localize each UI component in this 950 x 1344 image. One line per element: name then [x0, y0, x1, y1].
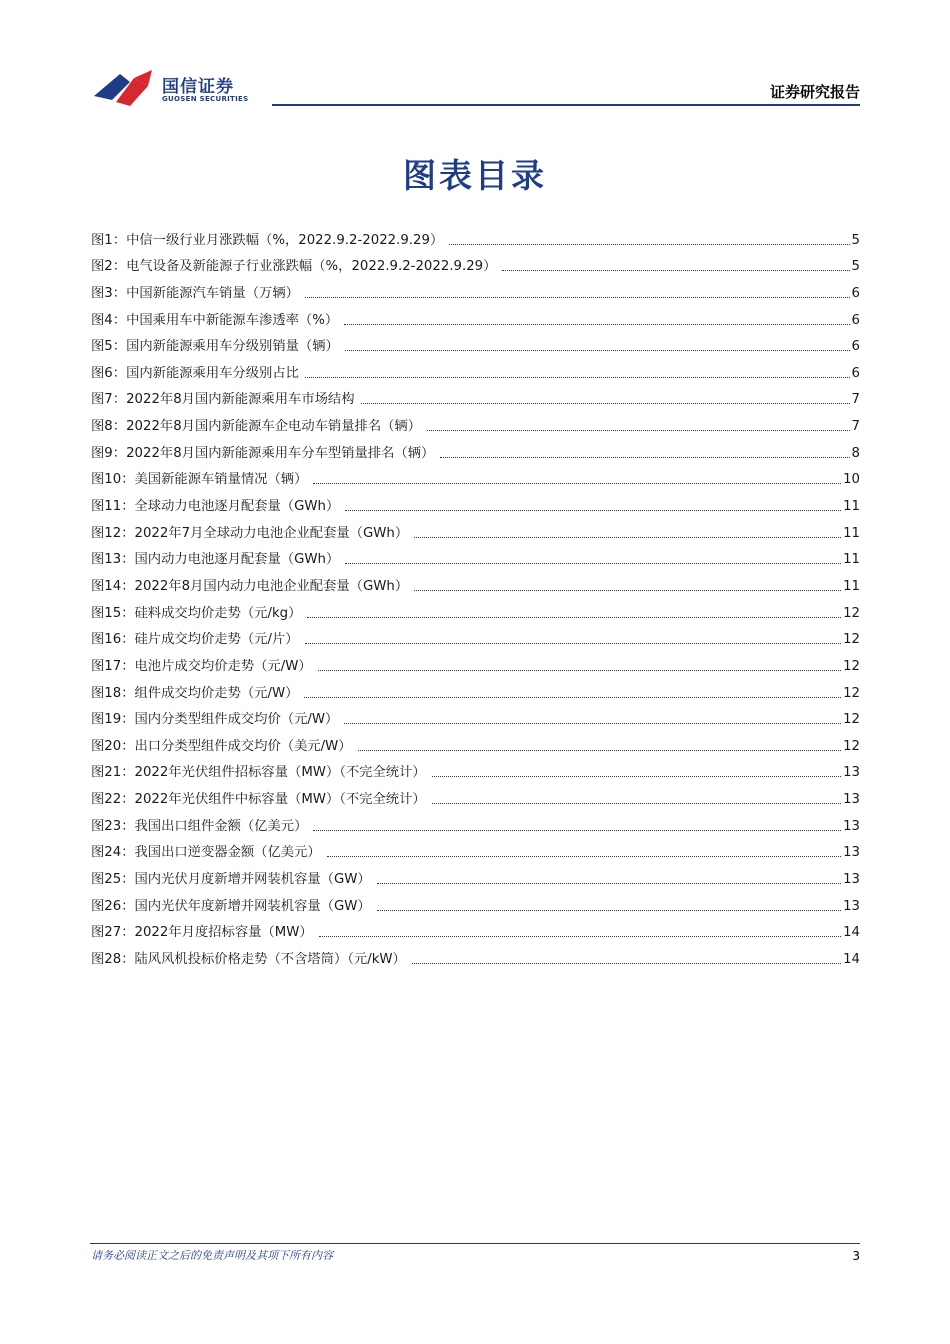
toc-dot-leader: [414, 590, 841, 591]
toc-entry-label: [91, 524, 414, 544]
toc-dot-leader: [305, 377, 850, 378]
toc-dot-leader: [412, 963, 841, 964]
toc-dot-leader: [440, 457, 849, 458]
toc-page-number: 13: [843, 898, 860, 914]
toc-dot-leader: [358, 750, 841, 751]
figure-index-list: [91, 224, 860, 970]
toc-figure-title: 硅料成交均价走势（元/kg）: [134, 605, 302, 621]
toc-figure-title: 电池片成交均价走势（元/W）: [134, 658, 312, 674]
toc-entry[interactable]: [91, 810, 860, 837]
toc-figure-number: 图18：: [91, 685, 135, 701]
toc-entry[interactable]: [91, 277, 860, 304]
toc-page-number: 13: [843, 845, 860, 861]
page-title: 图表目录: [403, 156, 547, 195]
toc-page-number: 12: [843, 712, 860, 728]
toc-figure-number: 图20：: [91, 738, 135, 754]
toc-figure-title: 陆风风机投标价格走势（不含塔筒）（元/kW）: [134, 951, 406, 967]
toc-page-number: 13: [843, 872, 860, 888]
toc-page-number: 10: [843, 472, 860, 488]
toc-page-number: 13: [843, 792, 860, 808]
toc-figure-title: 出口分类型组件成交均价（美元/W）: [134, 738, 352, 754]
toc-entry[interactable]: [91, 490, 860, 517]
toc-dot-leader: [313, 830, 841, 831]
toc-entry-label: [91, 604, 307, 624]
toc-entry[interactable]: [91, 943, 860, 970]
toc-entry-label: [91, 417, 427, 437]
toc-figure-title: 2022年光伏组件中标容量（MW）（不完全统计）: [134, 792, 426, 808]
toc-figure-title: 2022年月度招标容量（MW）: [134, 925, 313, 941]
toc-entry-label: [91, 470, 313, 490]
page-header: [90, 66, 860, 110]
toc-page-number: 13: [843, 818, 860, 834]
toc-entry[interactable]: [91, 757, 860, 784]
toc-figure-title: 国内动力电池逐月配套量（GWh）: [134, 552, 340, 568]
company-logo: [90, 66, 270, 110]
toc-dot-leader: [427, 430, 850, 431]
toc-figure-number: 图1：: [91, 232, 127, 248]
toc-figure-title: 硅片成交均价走势（元/片）: [134, 632, 299, 648]
toc-page-number: 6: [851, 365, 860, 381]
toc-entry-label: [91, 630, 305, 650]
footer-divider: [90, 1243, 860, 1244]
toc-figure-number: 图17：: [91, 658, 135, 674]
toc-page-number: 12: [843, 685, 860, 701]
toc-figure-number: 图23：: [91, 818, 135, 834]
toc-page-number: 6: [851, 312, 860, 328]
header-divider: [272, 104, 860, 106]
toc-page-number: 12: [843, 605, 860, 621]
toc-dot-leader: [344, 723, 841, 724]
toc-entry-label: [91, 763, 432, 783]
toc-entry-label: [91, 897, 377, 917]
toc-entry-label: [91, 737, 358, 757]
toc-figure-number: 图27：: [91, 925, 135, 941]
toc-figure-number: 图22：: [91, 792, 135, 808]
toc-figure-title: 2022年8月国内动力电池企业配套量（GWh）: [134, 578, 409, 594]
toc-figure-number: 图19：: [91, 712, 135, 728]
toc-figure-number: 图12：: [91, 525, 135, 541]
toc-dot-leader: [345, 563, 841, 564]
toc-figure-title: 组件成交均价走势（元/W）: [134, 685, 299, 701]
toc-page-number: 6: [851, 339, 860, 355]
toc-entry-label: [91, 311, 344, 331]
toc-page-number: 11: [843, 499, 860, 515]
toc-page-number: 14: [843, 925, 860, 941]
toc-figure-title: 国内光伏月度新增并网装机容量（GW）: [134, 872, 371, 888]
toc-entry-label: [91, 790, 432, 810]
toc-dot-leader: [318, 670, 841, 671]
toc-figure-number: 图26：: [91, 898, 135, 914]
toc-figure-title: 2022年8月国内新能源乘用车分车型销量排名（辆）: [126, 445, 435, 461]
toc-entry[interactable]: [91, 517, 860, 544]
toc-entry-label: [91, 550, 345, 570]
toc-dot-leader: [502, 270, 849, 271]
toc-dot-leader: [345, 350, 850, 351]
toc-dot-leader: [414, 537, 841, 538]
toc-entry-label: [91, 337, 345, 357]
toc-figure-number: 图10：: [91, 472, 135, 488]
toc-figure-number: 图7：: [91, 392, 127, 408]
toc-dot-leader: [313, 483, 841, 484]
toc-figure-number: 图16：: [91, 632, 135, 648]
toc-dot-leader: [319, 936, 841, 937]
toc-entry[interactable]: [91, 331, 860, 358]
toc-dot-leader: [345, 510, 841, 511]
toc-entry[interactable]: [91, 677, 860, 704]
toc-entry[interactable]: [91, 863, 860, 890]
toc-figure-number: 图2：: [91, 259, 127, 275]
toc-entry-label: [91, 257, 502, 277]
toc-figure-title: 中国乘用车中新能源车渗透率（%）: [126, 312, 339, 328]
toc-figure-number: 图14：: [91, 578, 135, 594]
toc-dot-leader: [432, 803, 841, 804]
toc-figure-title: 2022年7月全球动力电池企业配套量（GWh）: [134, 525, 409, 541]
toc-figure-title: 我国出口组件金额（亿美元）: [134, 818, 308, 834]
toc-entry[interactable]: [91, 650, 860, 677]
toc-entry-label: [91, 364, 305, 384]
guosen-logo-icon: [90, 66, 156, 110]
toc-entry-label: [91, 284, 305, 304]
toc-entry[interactable]: [91, 783, 860, 810]
toc-page-number: 7: [851, 419, 860, 435]
toc-dot-leader: [361, 403, 850, 404]
toc-page-number: 12: [843, 632, 860, 648]
toc-page-number: 7: [851, 392, 860, 408]
toc-figure-title: 我国出口逆变器金额（亿美元）: [134, 845, 321, 861]
toc-entry-label: [91, 390, 361, 410]
toc-entry[interactable]: [91, 704, 860, 731]
toc-page-number: 11: [843, 578, 860, 594]
toc-figure-number: 图15：: [91, 605, 135, 621]
toc-entry[interactable]: [91, 384, 860, 411]
toc-figure-title: 2022年光伏组件招标容量（MW）（不完全统计）: [134, 765, 426, 781]
toc-entry-label: [91, 231, 449, 251]
toc-figure-title: 国内新能源乘用车分级别销量（辆）: [126, 339, 339, 355]
toc-dot-leader: [305, 297, 850, 298]
toc-page-number: 14: [843, 951, 860, 967]
logo-chinese-name: 国信证券: [162, 77, 234, 97]
toc-entry[interactable]: [91, 304, 860, 331]
toc-dot-leader: [305, 643, 842, 644]
toc-dot-leader: [377, 910, 841, 911]
toc-entry[interactable]: [91, 624, 860, 651]
toc-dot-leader: [432, 776, 841, 777]
toc-page-number: 11: [843, 525, 860, 541]
toc-entry-label: [91, 684, 304, 704]
toc-figure-number: 图11：: [91, 499, 135, 515]
logo-english-name: GUOSEN SECURITIES: [162, 95, 249, 103]
toc-entry[interactable]: [91, 570, 860, 597]
toc-figure-number: 图25：: [91, 872, 135, 888]
toc-entry-label: [91, 843, 327, 863]
toc-figure-number: 图5：: [91, 339, 127, 355]
toc-figure-title: 美国新能源车销量情况（辆）: [134, 472, 308, 488]
toc-entry-label: [91, 817, 313, 837]
toc-figure-number: 图28：: [91, 951, 135, 967]
toc-entry[interactable]: [91, 837, 860, 864]
toc-page-number: 11: [843, 552, 860, 568]
toc-page-number: 13: [843, 765, 860, 781]
toc-dot-leader: [304, 697, 841, 698]
toc-entry[interactable]: [91, 437, 860, 464]
toc-entry[interactable]: [91, 597, 860, 624]
toc-dot-leader: [449, 244, 849, 245]
toc-figure-title: 国内新能源乘用车分级别占比: [126, 365, 299, 381]
toc-entry[interactable]: [91, 410, 860, 437]
toc-figure-number: 图6：: [91, 365, 127, 381]
toc-figure-number: 图8：: [91, 419, 127, 435]
toc-page-number: 5: [851, 232, 860, 248]
toc-figure-title: 2022年8月国内新能源车企电动车销量排名（辆）: [126, 419, 422, 435]
toc-page-number: 8: [851, 445, 860, 461]
toc-figure-number: 图9：: [91, 445, 127, 461]
toc-entry-label: [91, 710, 344, 730]
toc-entry[interactable]: [91, 544, 860, 571]
toc-entry-label: [91, 577, 414, 597]
toc-figure-number: 图24：: [91, 845, 135, 861]
toc-figure-title: 全球动力电池逐月配套量（GWh）: [134, 499, 340, 515]
toc-figure-title: 中国新能源汽车销量（万辆）: [126, 285, 299, 301]
toc-entry[interactable]: [91, 357, 860, 384]
toc-entry[interactable]: [91, 917, 860, 944]
toc-figure-title: 2022年8月国内新能源乘用车市场结构: [126, 392, 355, 408]
toc-figure-number: 图4：: [91, 312, 127, 328]
toc-dot-leader: [344, 324, 849, 325]
toc-page-number: 5: [851, 259, 860, 275]
toc-figure-title: 国内光伏年度新增并网装机容量（GW）: [134, 898, 371, 914]
toc-entry[interactable]: [91, 224, 860, 251]
toc-page-number: 6: [851, 285, 860, 301]
toc-dot-leader: [377, 883, 841, 884]
toc-figure-title: 电气设备及新能源子行业涨跌幅（%，2022.9.2-2022.9.29）: [126, 259, 497, 275]
toc-entry-label: [91, 657, 318, 677]
toc-entry-label: [91, 444, 440, 464]
report-type-label: 证券研究报告: [769, 83, 860, 101]
toc-figure-number: 图21：: [91, 765, 135, 781]
toc-entry[interactable]: [91, 251, 860, 278]
toc-figure-number: 图13：: [91, 552, 135, 568]
toc-entry[interactable]: [91, 890, 860, 917]
toc-page-number: 12: [843, 658, 860, 674]
page-number: 3: [852, 1249, 860, 1263]
toc-entry-label: [91, 497, 345, 517]
toc-dot-leader: [327, 856, 841, 857]
toc-entry-label: [91, 870, 377, 890]
footer-disclaimer: 请务必阅读正文之后的免责声明及其项下所有内容: [91, 1249, 333, 1262]
toc-page-number: 12: [843, 738, 860, 754]
toc-figure-title: 国内分类型组件成交均价（元/W）: [134, 712, 339, 728]
toc-entry[interactable]: [91, 730, 860, 757]
toc-entry-label: [91, 923, 319, 943]
toc-entry-label: [91, 950, 412, 970]
toc-entry[interactable]: [91, 464, 860, 491]
toc-figure-number: 图3：: [91, 285, 127, 301]
toc-dot-leader: [307, 617, 841, 618]
toc-figure-title: 中信一级行业月涨跌幅（%，2022.9.2-2022.9.29）: [126, 232, 444, 248]
